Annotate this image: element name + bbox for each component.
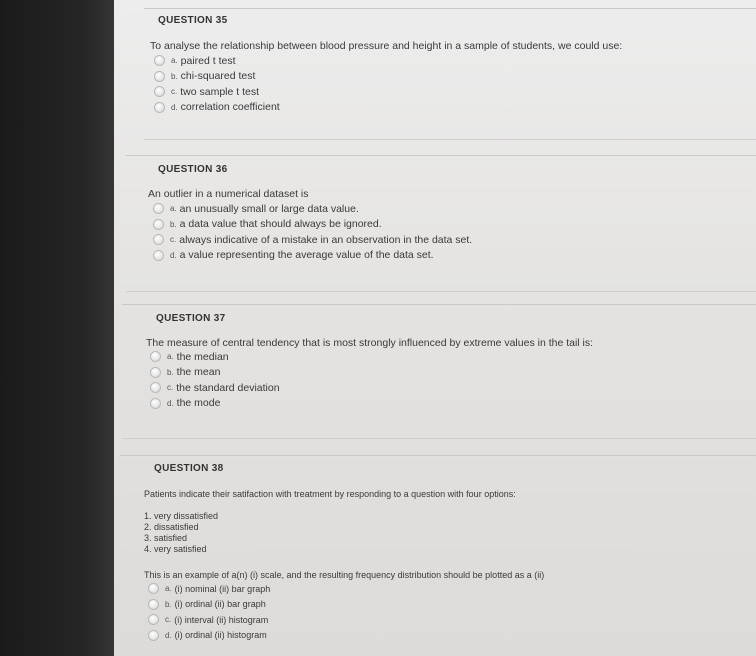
option-d[interactable] bbox=[153, 248, 472, 264]
option-text: an unusually small or large data value. bbox=[179, 202, 359, 215]
option-letter: c. bbox=[165, 615, 172, 625]
question-text: An outlier in a numerical dataset is bbox=[148, 188, 309, 200]
option-c[interactable] bbox=[148, 612, 270, 628]
radio-button[interactable] bbox=[154, 55, 165, 66]
option-text: paired t test bbox=[180, 54, 236, 67]
question-35 bbox=[144, 8, 756, 144]
question-37 bbox=[122, 304, 756, 445]
option-b[interactable] bbox=[153, 217, 472, 233]
option-a[interactable] bbox=[150, 349, 280, 365]
option-text: always indicative of a mistake in an observation in the data set. bbox=[179, 233, 473, 246]
radio-button[interactable] bbox=[150, 398, 161, 409]
quiz-screen bbox=[114, 0, 756, 656]
option-text: chi-squared test bbox=[180, 70, 256, 83]
radio-button[interactable] bbox=[150, 367, 161, 378]
radio-button[interactable] bbox=[150, 382, 161, 393]
option-letter: d. bbox=[167, 398, 174, 408]
question-title: QUESTION 36 bbox=[158, 164, 228, 175]
option-text: the mode bbox=[176, 397, 221, 410]
option-c[interactable] bbox=[154, 84, 280, 100]
radio-button[interactable] bbox=[150, 351, 161, 362]
option-text: two sample t test bbox=[180, 85, 260, 98]
question-title: QUESTION 35 bbox=[158, 15, 228, 26]
option-c[interactable] bbox=[150, 380, 280, 396]
radio-button[interactable] bbox=[153, 250, 164, 261]
question-38 bbox=[120, 455, 756, 656]
question-36 bbox=[126, 155, 756, 296]
option-a[interactable] bbox=[153, 201, 472, 217]
radio-button[interactable] bbox=[148, 583, 159, 594]
question-text: To analyse the relationship between blood pressure and height in a sample of students, we could use: bbox=[150, 40, 623, 52]
option-text: a data value that should always be ignored. bbox=[179, 218, 382, 231]
option-letter: b. bbox=[165, 599, 172, 609]
option-letter: b. bbox=[170, 219, 177, 229]
scale-option-2: 2. dissatisfied bbox=[144, 522, 199, 532]
divider bbox=[126, 291, 756, 292]
option-letter: c. bbox=[171, 87, 178, 97]
option-letter: d. bbox=[171, 102, 178, 112]
radio-button[interactable] bbox=[154, 71, 165, 82]
radio-button[interactable] bbox=[148, 599, 159, 610]
option-letter: a. bbox=[165, 584, 172, 594]
divider bbox=[144, 139, 756, 140]
option-letter: d. bbox=[165, 630, 172, 640]
option-letter: a. bbox=[170, 204, 177, 214]
question-title: QUESTION 37 bbox=[156, 313, 226, 324]
radio-button[interactable] bbox=[148, 614, 159, 625]
option-letter: c. bbox=[170, 235, 177, 245]
option-text: the standard deviation bbox=[176, 381, 280, 394]
radio-button[interactable] bbox=[148, 630, 159, 641]
option-letter: d. bbox=[170, 250, 177, 260]
option-letter: b. bbox=[167, 367, 174, 377]
radio-button[interactable] bbox=[154, 86, 165, 97]
option-a[interactable] bbox=[148, 581, 270, 597]
divider bbox=[122, 438, 756, 439]
option-text: the median bbox=[176, 350, 229, 363]
option-d[interactable] bbox=[150, 396, 280, 412]
option-b[interactable] bbox=[154, 69, 280, 85]
radio-button[interactable] bbox=[153, 219, 164, 230]
option-letter: a. bbox=[171, 56, 178, 66]
option-text: (i) ordinal (ii) histogram bbox=[174, 630, 267, 641]
option-d[interactable] bbox=[148, 628, 270, 644]
option-text: a value representing the average value of the data set. bbox=[179, 249, 434, 262]
option-d[interactable] bbox=[154, 100, 280, 116]
monitor-bezel bbox=[0, 0, 122, 656]
option-text: (i) ordinal (ii) bar graph bbox=[174, 599, 266, 610]
radio-button[interactable] bbox=[153, 234, 164, 245]
option-letter: c. bbox=[167, 383, 174, 393]
question-text: Patients indicate their satifaction with treatment by responding to a question with four options: bbox=[144, 489, 516, 499]
option-a[interactable] bbox=[154, 53, 280, 69]
option-b[interactable] bbox=[150, 365, 280, 381]
option-c[interactable] bbox=[153, 232, 472, 248]
radio-button[interactable] bbox=[153, 203, 164, 214]
radio-button[interactable] bbox=[154, 102, 165, 113]
scale-option-4: 4. very satisfied bbox=[144, 544, 207, 554]
option-letter: b. bbox=[171, 71, 178, 81]
question-text-2: This is an example of a(n) (i) scale, and the resulting frequency distribution should be plotted as a (ii) bbox=[144, 570, 545, 580]
option-text: (i) nominal (ii) bar graph bbox=[174, 583, 271, 594]
scale-option-3: 3. satisfied bbox=[144, 533, 188, 543]
question-title: QUESTION 38 bbox=[154, 463, 224, 474]
option-text: the mean bbox=[176, 366, 221, 379]
question-text: The measure of central tendency that is most strongly influenced by extreme values in the tail is: bbox=[146, 337, 594, 349]
scale-option-1: 1. very dissatisfied bbox=[144, 511, 219, 521]
option-text: correlation coefficient bbox=[180, 101, 280, 114]
option-letter: a. bbox=[167, 352, 174, 362]
option-text: (i) interval (ii) histogram bbox=[174, 614, 269, 625]
option-b[interactable] bbox=[148, 597, 270, 613]
